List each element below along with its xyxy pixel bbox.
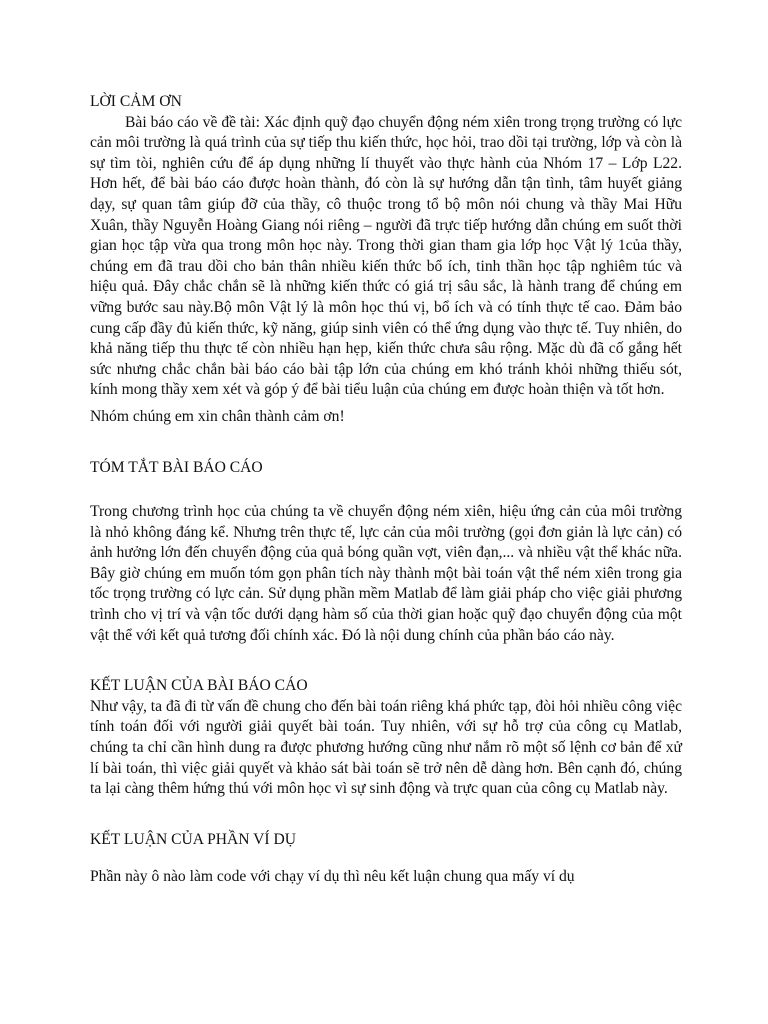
example-conclusion-heading: KẾT LUẬN CỦA PHẦN VÍ DỤ: [90, 830, 297, 848]
report-conclusion-paragraph: Như vậy, ta đã đi từ vấn đề chung cho đến bài toán riêng khá phức tạp, đòi hỏi nhiều công việc tính toán đối với người giải quyết bài toán. Tuy nhiên, với sự hỗ trợ của công cụ Matlab, chúng ta chỉ cần hình dung ra được phương hướng cũng như nắm rõ một số lệnh cơ bản để xử lí bài toán, thì việc giải quyết và khảo sát bài toán sẽ trở nên dễ dàng hơn. Bên cạnh đó, chúng ta lại càng thêm hứng thú với môn học vì sự sinh động và trực quan của công cụ Matlab này.: [90, 697, 682, 798]
summary-heading: TÓM TẮT BÀI BÁO CÁO: [90, 458, 263, 476]
acknowledgement-heading: LỜI CẢM ƠN: [90, 93, 182, 110]
document-page: [90, 92, 682, 888]
summary-paragraph: Trong chương trình học của chúng ta về chuyển động ném xiên, hiệu ứng cản của môi trường là nhỏ không đáng kể. Nhưng trên thực tế, lực cản của môi trường (gọi đơn giản là lực cản) có ảnh hưởng lớn đến chuyển động của quả bóng quần vợt, viên đạn,... và nhiều vật thể khác nữa. Bây giờ chúng em muốn tóm gọn phân tích này thành một bài toán vật thể ném xiên trong gia tốc trọng trường có lực cản. Sử dụng phần mềm Matlab để làm giải pháp cho việc giải phương trình cho vị trí và vận tốc dưới dạng hàm số của thời gian hoặc quỹ đạo chuyển động của một vật thể với kết quả tương đối chính xác. Đó là nội dung chính của phần báo cáo này.: [90, 503, 682, 644]
acknowledgement-closing: Nhóm chúng em xin chân thành cảm ơn!: [90, 407, 345, 425]
acknowledgement-paragraph: Bài báo cáo về đề tài: Xác định quỹ đạo chuyển động ném xiên trong trọng trường có lực cản môi trường là quá trình của sự tiếp thu kiến thức, học hỏi, trao dồi tại trường, lớp và còn là sự tìm tòi, nghiên cứu để áp dụng những lí thuyết vào thực hành của Nhóm 17 – Lớp L22. Hơn hết, để bài báo cáo được hoàn thành, đó còn là sự hướng dẫn tận tình, tâm huyết giảng dạy, sự quan tâm giúp đỡ của thầy, cô thuộc trong tổ bộ môn nói chung và thầy Mai Hữu Xuân, thầy Nguyễn Hoàng Giang nói riêng – người đã trực tiếp hướng dẫn chúng em suốt thời gian học tập vừa qua trong môn học này. Trong thời gian tham gia lớp học Vật lý 1của thầy, chúng em đã trau dồi cho bản thân nhiều kiến thức bổ ích, tinh thần học tập nghiêm túc và hiệu quả. Đây chắc chắn sẽ là những kiến thức có giá trị sâu sắc, là hành trang để chúng em vững bước sau này.Bộ môn Vật lý là môn học thú vị, bổ ích và có tính thực tế cao. Đảm bảo cung cấp đầy đủ kiến thức, kỹ năng, giúp sinh viên có thể ứng dụng vào thực tế. Tuy nhiên, do khả năng tiếp thu thực tế còn nhiều hạn hẹp, kiến thức chưa sâu rộng. Mặc dù đã cố gắng hết sức nhưng chắc chắn bài báo cáo bài tập lớn của chúng em khó tránh khỏi những thiếu sót, kính mong thầy xem xét và góp ý để bài tiểu luận của chúng em được hoàn thiện và tốt hơn.: [90, 113, 682, 399]
report-conclusion-heading: KẾT LUẬN CỦA BÀI BÁO CÁO: [90, 677, 308, 695]
example-conclusion-paragraph: Phần này ô nào làm code với chạy ví dụ thì nêu kết luận chung qua mấy ví dụ: [90, 868, 575, 886]
